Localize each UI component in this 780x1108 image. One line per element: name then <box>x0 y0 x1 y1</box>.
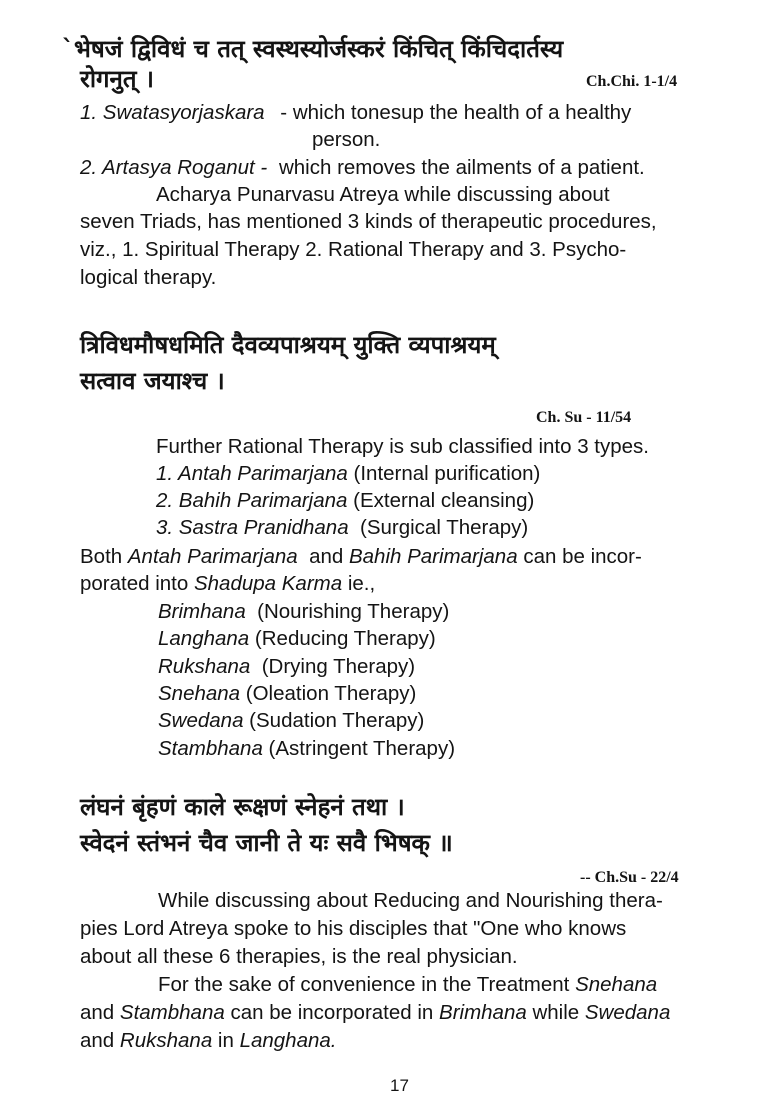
karma-desc-4: (Oleation Therapy) <box>240 682 417 705</box>
sanskrit-verse-1-line-2: रोगनुत् । <box>80 65 154 93</box>
verse-1-reference: Ch.Chi. 1-1/4 <box>586 73 678 90</box>
both-text-b: and <box>297 545 349 568</box>
karma-desc-1: (Nourishing Therapy) <box>245 600 450 623</box>
page-number: 17 <box>390 1076 409 1095</box>
p4-l3-text-b: in <box>212 1029 240 1052</box>
paragraph-1-line-1: Acharya Punarvasu Atreya while discussing about <box>156 183 610 206</box>
rational-therapy-intro: Further Rational Therapy is sub classified into 3 types. <box>156 435 650 458</box>
p4-l3-term-2: Langhana. <box>239 1029 337 1052</box>
therapy-type-2-term: 2. Bahih Parimarjana <box>156 489 348 512</box>
karma-term-3: Rukshana <box>158 655 251 678</box>
karma-term-5: Swedana <box>158 709 244 732</box>
definition-2-desc: which removes the ailments of a patient. <box>278 156 645 179</box>
both-text-a: Both <box>80 545 128 568</box>
definition-1-term: 1. Swatasyorjaskara <box>80 101 265 124</box>
karma-desc-3: (Drying Therapy) <box>250 655 416 678</box>
therapy-type-1 <box>156 461 540 487</box>
p4-l3-text-a: and <box>80 1029 120 1052</box>
karma-item-6 <box>158 736 455 762</box>
paragraph-4-line-3 <box>80 1028 336 1054</box>
paragraph-3-line-1: While discussing about Reducing and Nourishing thera- <box>158 889 663 912</box>
paragraph-3-line-3: about all these 6 therapies, is the real physician. <box>80 945 518 968</box>
sanskrit-verse-2-line-1: त्रिविधमौषधमिति दैवव्यपाश्रयम् युक्ति व्यपाश्रयम् <box>80 331 496 359</box>
paragraph-1-line-4: logical therapy. <box>80 266 217 289</box>
porated-text-b: ie., <box>342 572 376 595</box>
karma-term-4: Snehana <box>158 682 241 705</box>
sanskrit-verse-2-line-2: सत्वाव जयाश्च । <box>80 367 225 395</box>
karma-term-2: Langhana <box>158 627 250 650</box>
p4-l1-text: For the sake of convenience in the Treatment <box>158 973 576 996</box>
verse-3-reference: -- Ch.Su - 22/4 <box>580 869 679 886</box>
karma-term-1: Brimhana <box>158 600 246 623</box>
p4-l2-term-1: Stambhana <box>119 1001 225 1024</box>
karma-item-4 <box>158 681 416 707</box>
paragraph-1-line-2: seven Triads, has mentioned 3 kinds of therapeutic procedures, <box>80 210 657 233</box>
sanskrit-verse-1-line-1: `भेषजं द्विविधं च तत् स्वस्थस्योर्जस्करं किंचित् किंचिदार्तस्य <box>62 35 564 63</box>
verse-2-reference: Ch. Su - 11/54 <box>536 409 632 426</box>
p4-l3-term-1: Rukshana <box>119 1029 213 1052</box>
definition-2-term: 2. Artasya Roganut - <box>80 156 268 179</box>
karma-item-2 <box>158 626 436 652</box>
karma-desc-2: (Reducing Therapy) <box>249 627 436 650</box>
therapy-type-2 <box>156 488 534 514</box>
therapy-type-3 <box>156 515 528 541</box>
both-line <box>80 544 642 570</box>
p4-l1-term: Snehana <box>575 973 658 996</box>
definition-1-desc-cont: person. <box>312 128 381 151</box>
karma-term-6: Stambhana <box>158 737 263 760</box>
therapy-type-3-term: 3. Sastra Pranidhana <box>156 516 349 539</box>
p4-l2-term-2: Brimhana <box>439 1001 527 1024</box>
paragraph-4-line-1 <box>158 972 657 998</box>
p4-l2-text-c: while <box>526 1001 585 1024</box>
porated-term: Shadupa Karma <box>193 572 343 595</box>
definition-2 <box>80 155 645 181</box>
karma-item-3 <box>158 654 415 680</box>
therapy-type-1-desc: (Internal purification) <box>347 462 541 485</box>
karma-item-1 <box>158 599 449 625</box>
karma-desc-5: (Sudation Therapy) <box>243 709 425 732</box>
paragraph-1-line-3: viz., 1. Spiritual Therapy 2. Rational Therapy and 3. Psycho- <box>80 238 627 261</box>
sanskrit-verse-3-line-1: लंघनं बृंहणं काले रूक्षणं स्नेहनं तथा । <box>80 793 405 821</box>
karma-desc-6: (Astringent Therapy) <box>262 737 456 760</box>
both-term-2: Bahih Parimarjana <box>348 545 518 568</box>
paragraph-3-line-2: pies Lord Atreya spoke to his disciples that "One who knows <box>80 917 627 940</box>
porated-line <box>80 571 375 597</box>
therapy-type-1-term: 1. Antah Parimarjana <box>156 462 348 485</box>
definition-1-desc: - which tonesup the health of a healthy <box>280 101 632 124</box>
sanskrit-verse-3-line-2: स्वेदनं स्तंभनं चैव जानी ते यः सवै भिषक् ॥ <box>80 829 453 857</box>
therapy-type-3-desc: (Surgical Therapy) <box>348 516 529 539</box>
paragraph-4-line-2 <box>80 1000 670 1026</box>
both-term-1: Antah Parimarjana <box>127 545 298 568</box>
both-text-c: can be incor- <box>517 545 642 568</box>
p4-l2-text-a: and <box>80 1001 120 1024</box>
p4-l2-text-b: can be incorporated in <box>224 1001 440 1024</box>
karma-item-5 <box>158 708 424 734</box>
definition-1 <box>80 100 631 126</box>
p4-l2-term-3: Swedana <box>584 1001 671 1024</box>
therapy-type-2-desc: (External cleansing) <box>347 489 535 512</box>
porated-text-a: porated into <box>80 572 194 595</box>
